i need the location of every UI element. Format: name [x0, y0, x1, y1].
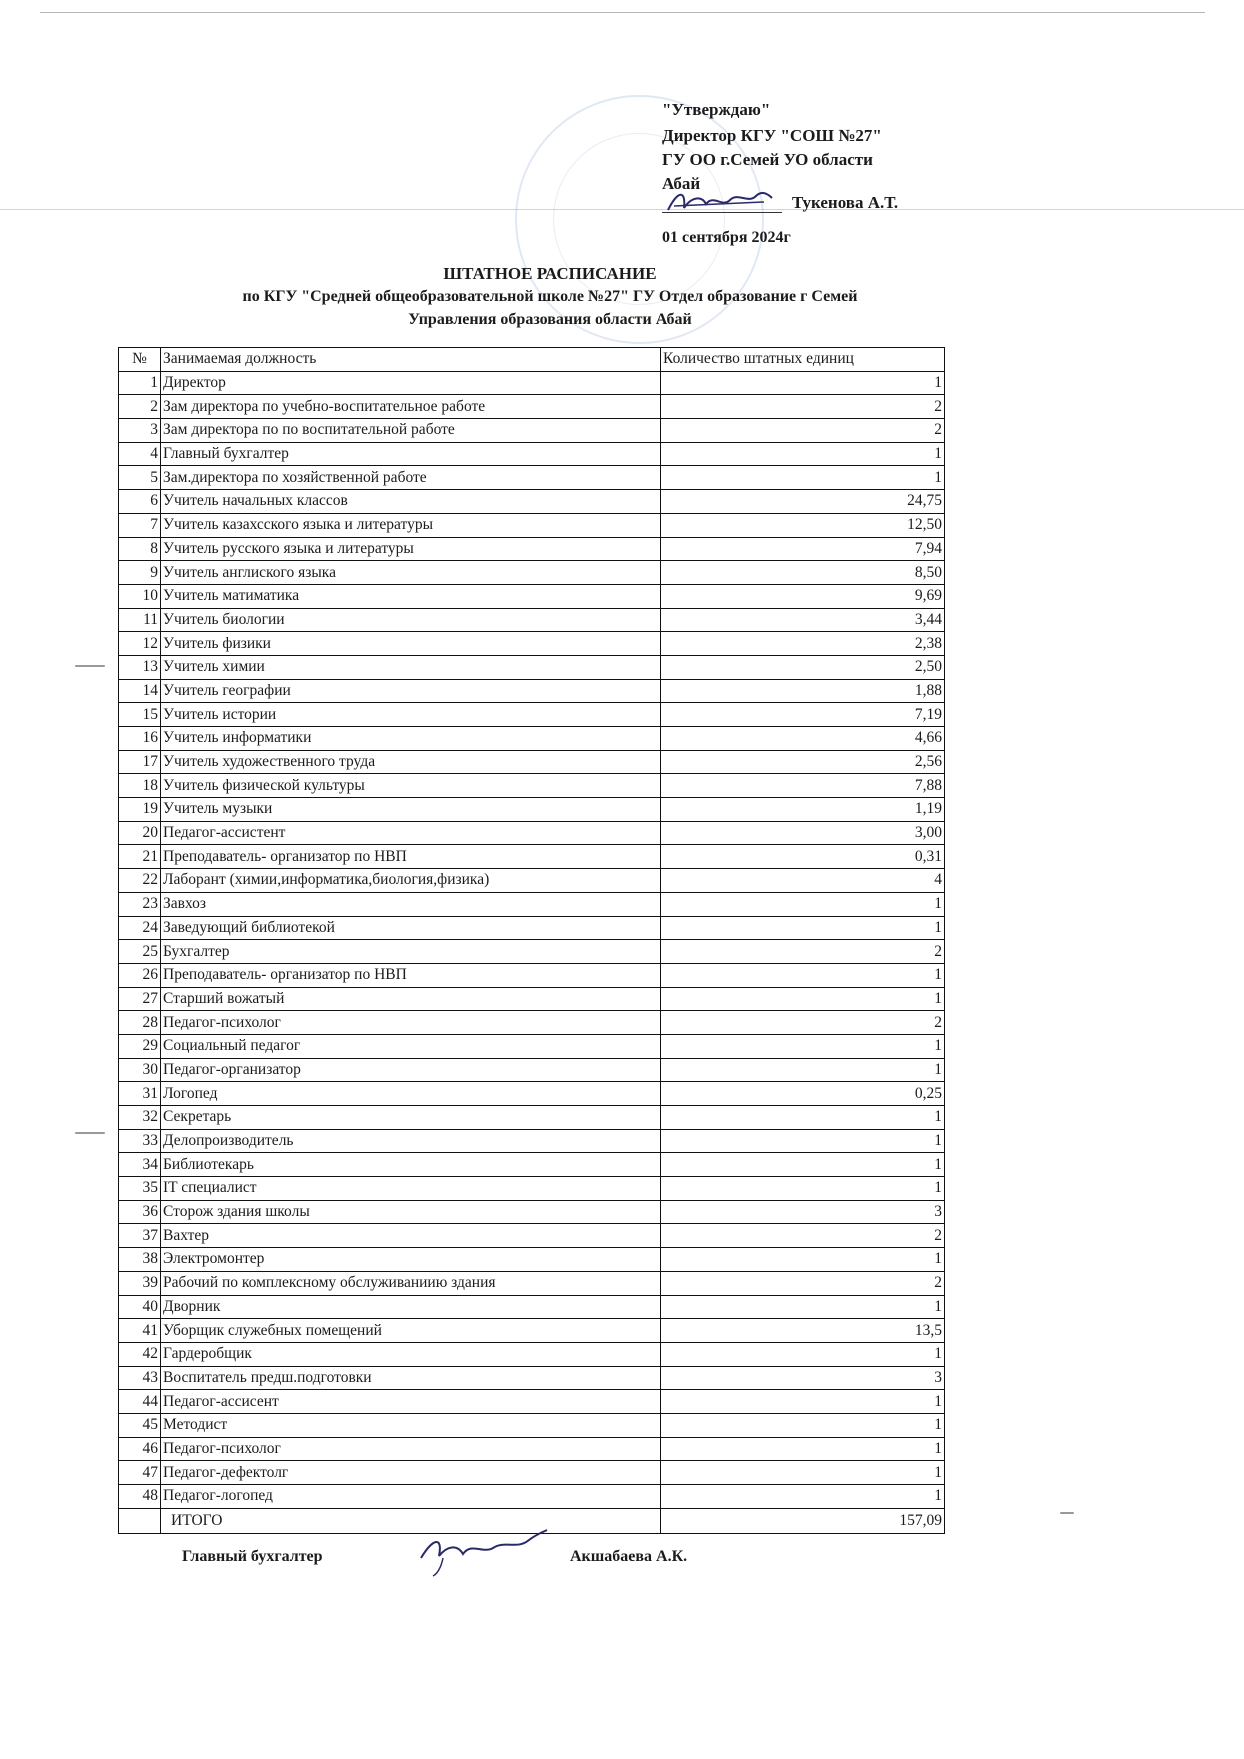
- table-row: [119, 1295, 945, 1319]
- row-number-cell: 43: [119, 1366, 161, 1390]
- row-position-cell: Учитель художественного труда: [161, 750, 661, 774]
- row-quantity-cell: 1: [661, 371, 945, 395]
- table-row: [119, 1129, 945, 1153]
- row-quantity-cell: 1: [661, 963, 945, 987]
- table-row: [119, 821, 945, 845]
- row-position-cell: IT специалист: [161, 1177, 661, 1201]
- row-position-cell: Педагог-психолог: [161, 1011, 661, 1035]
- row-position-cell: Методист: [161, 1413, 661, 1437]
- row-number-cell: 47: [119, 1461, 161, 1485]
- row-quantity-cell: 1: [661, 1390, 945, 1414]
- row-position-cell: Социальный педагог: [161, 1034, 661, 1058]
- table-row: [119, 1200, 945, 1224]
- table-row: [119, 1153, 945, 1177]
- row-quantity-cell: 7,94: [661, 537, 945, 561]
- approval-line-2: ГУ ОО г.Семей УО области: [662, 150, 873, 169]
- table-row: [119, 1177, 945, 1201]
- row-number-cell: 20: [119, 821, 161, 845]
- row-number-cell: 46: [119, 1437, 161, 1461]
- row-position-cell: Воспитатель предш.подготовки: [161, 1366, 661, 1390]
- table-row: [119, 632, 945, 656]
- table-row: [119, 490, 945, 514]
- row-number-cell: 2: [119, 395, 161, 419]
- total-label: ИТОГО: [161, 1508, 661, 1533]
- row-quantity-cell: 3,00: [661, 821, 945, 845]
- row-position-cell: Учитель истории: [161, 703, 661, 727]
- row-number-cell: 36: [119, 1200, 161, 1224]
- row-position-cell: Секретарь: [161, 1106, 661, 1130]
- row-number-cell: 31: [119, 1082, 161, 1106]
- total-quantity: 157,09: [661, 1508, 945, 1533]
- chief-accountant-name: Акшабаева А.К.: [570, 1548, 688, 1565]
- row-quantity-cell: 1: [661, 1058, 945, 1082]
- row-quantity-cell: 1: [661, 1248, 945, 1272]
- row-quantity-cell: 2,56: [661, 750, 945, 774]
- row-position-cell: Учитель казахсского языка и литературы: [161, 513, 661, 537]
- table-row: [119, 703, 945, 727]
- table-row: [119, 442, 945, 466]
- row-number-cell: 17: [119, 750, 161, 774]
- row-position-cell: Логопед: [161, 1082, 661, 1106]
- row-quantity-cell: 12,50: [661, 513, 945, 537]
- staff-table: [118, 347, 945, 1534]
- table-row: [119, 679, 945, 703]
- table-row: [119, 916, 945, 940]
- row-position-cell: Завхоз: [161, 892, 661, 916]
- table-row: [119, 1485, 945, 1509]
- row-position-cell: Педагог-психолог: [161, 1437, 661, 1461]
- table-header-row: [119, 348, 945, 372]
- table-row: [119, 1271, 945, 1295]
- scan-mark: [75, 1132, 105, 1134]
- row-position-cell: Делопроизводитель: [161, 1129, 661, 1153]
- row-position-cell: Старший вожатый: [161, 987, 661, 1011]
- row-quantity-cell: 1: [661, 442, 945, 466]
- row-number-cell: 45: [119, 1413, 161, 1437]
- row-position-cell: Педагог-ассистент: [161, 821, 661, 845]
- row-position-cell: Педагог-организатор: [161, 1058, 661, 1082]
- row-number-cell: 38: [119, 1248, 161, 1272]
- table-row: [119, 584, 945, 608]
- table-row: [119, 561, 945, 585]
- row-quantity-cell: 1: [661, 466, 945, 490]
- row-quantity-cell: 24,75: [661, 490, 945, 514]
- director-name: Тукенова А.Т.: [792, 193, 899, 212]
- approval-line-3: Абай: [662, 174, 701, 193]
- table-row: [119, 774, 945, 798]
- scan-border-line: [40, 12, 1205, 13]
- row-position-cell: Электромонтер: [161, 1248, 661, 1272]
- table-row: [119, 798, 945, 822]
- row-number-cell: 34: [119, 1153, 161, 1177]
- row-quantity-cell: 3: [661, 1366, 945, 1390]
- table-row: [119, 869, 945, 893]
- row-number-cell: 19: [119, 798, 161, 822]
- row-quantity-cell: 0,25: [661, 1082, 945, 1106]
- row-number-cell: 15: [119, 703, 161, 727]
- row-position-cell: Главный бухгалтер: [161, 442, 661, 466]
- row-quantity-cell: 3: [661, 1200, 945, 1224]
- table-row: [119, 1437, 945, 1461]
- row-number-cell: 25: [119, 940, 161, 964]
- row-number-cell: 40: [119, 1295, 161, 1319]
- table-row: [119, 750, 945, 774]
- row-quantity-cell: 4: [661, 869, 945, 893]
- row-quantity-cell: 1: [661, 1129, 945, 1153]
- accountant-signature: [413, 1528, 553, 1578]
- row-quantity-cell: 1,88: [661, 679, 945, 703]
- row-position-cell: Учитель начальных классов: [161, 490, 661, 514]
- row-quantity-cell: 1,19: [661, 798, 945, 822]
- approval-line-1: Директор КГУ "СОШ №27": [662, 126, 882, 145]
- row-position-cell: Вахтер: [161, 1224, 661, 1248]
- row-quantity-cell: 2: [661, 419, 945, 443]
- document-subtitle-2: Управления образования области Абай: [408, 311, 692, 328]
- table-row: [119, 1390, 945, 1414]
- row-position-cell: Учитель химии: [161, 655, 661, 679]
- row-quantity-cell: 8,50: [661, 561, 945, 585]
- row-number-cell: 5: [119, 466, 161, 490]
- row-quantity-cell: 1: [661, 1413, 945, 1437]
- chief-accountant-label: Главный бухгалтер: [182, 1548, 323, 1565]
- row-quantity-cell: 9,69: [661, 584, 945, 608]
- header-position: Занимаемая должность: [161, 348, 661, 372]
- table-row: [119, 1248, 945, 1272]
- row-quantity-cell: 13,5: [661, 1319, 945, 1343]
- row-position-cell: Преподаватель- организатор по НВП: [161, 963, 661, 987]
- table-row: [119, 845, 945, 869]
- row-number-cell: 10: [119, 584, 161, 608]
- table-row: [119, 1319, 945, 1343]
- row-position-cell: Директор: [161, 371, 661, 395]
- row-quantity-cell: 2: [661, 940, 945, 964]
- table-row: [119, 1366, 945, 1390]
- table-row: [119, 1461, 945, 1485]
- row-quantity-cell: 1: [661, 1437, 945, 1461]
- approval-heading: "Утверждаю": [662, 100, 771, 119]
- row-quantity-cell: 7,88: [661, 774, 945, 798]
- row-number-cell: 23: [119, 892, 161, 916]
- row-position-cell: Учитель физики: [161, 632, 661, 656]
- table-row: [119, 608, 945, 632]
- row-position-cell: Сторож здания школы: [161, 1200, 661, 1224]
- row-position-cell: Зам.директора по хозяйственной работе: [161, 466, 661, 490]
- row-position-cell: Учитель музыки: [161, 798, 661, 822]
- row-number-cell: 16: [119, 727, 161, 751]
- row-quantity-cell: 1: [661, 1342, 945, 1366]
- document-subtitle: по КГУ "Средней общеобразовательной школе №27" ГУ Отдел образование г Семей: [242, 288, 858, 305]
- row-position-cell: Заведующий библиотекой: [161, 916, 661, 940]
- row-quantity-cell: 1: [661, 1295, 945, 1319]
- row-position-cell: Учитель физической культуры: [161, 774, 661, 798]
- row-quantity-cell: 1: [661, 892, 945, 916]
- row-quantity-cell: 2: [661, 1271, 945, 1295]
- row-position-cell: Уборщик служебных помещений: [161, 1319, 661, 1343]
- row-number-cell: 1: [119, 371, 161, 395]
- table-row: [119, 963, 945, 987]
- row-quantity-cell: 0,31: [661, 845, 945, 869]
- row-number-cell: 35: [119, 1177, 161, 1201]
- header-quantity: Количество штатных единиц: [661, 348, 945, 372]
- row-quantity-cell: 1: [661, 1153, 945, 1177]
- row-quantity-cell: 1: [661, 916, 945, 940]
- table-row: [119, 1082, 945, 1106]
- row-position-cell: Зам директора по по воспитательной работе: [161, 419, 661, 443]
- row-position-cell: Лаборант (химии,информатика,биология,физика): [161, 869, 661, 893]
- row-quantity-cell: 2,50: [661, 655, 945, 679]
- signature-underline: [662, 212, 782, 213]
- row-position-cell: Бухгалтер: [161, 940, 661, 964]
- table-row: [119, 940, 945, 964]
- header-number: №: [119, 348, 161, 372]
- row-quantity-cell: 1: [661, 1034, 945, 1058]
- approval-block: [662, 97, 882, 197]
- row-position-cell: Учитель биологии: [161, 608, 661, 632]
- row-number-cell: 48: [119, 1485, 161, 1509]
- table-row: [119, 1224, 945, 1248]
- row-number-cell: 42: [119, 1342, 161, 1366]
- table-row: [119, 655, 945, 679]
- row-position-cell: Дворник: [161, 1295, 661, 1319]
- table-row: [119, 1106, 945, 1130]
- scan-mark: [75, 665, 105, 667]
- row-number-cell: 24: [119, 916, 161, 940]
- row-number-cell: 21: [119, 845, 161, 869]
- row-position-cell: Педагог-дефектолг: [161, 1461, 661, 1485]
- row-number-cell: 41: [119, 1319, 161, 1343]
- row-quantity-cell: 1: [661, 1485, 945, 1509]
- row-number-cell: 9: [119, 561, 161, 585]
- table-row: [119, 1058, 945, 1082]
- row-number-cell: 8: [119, 537, 161, 561]
- document-title: ШТАТНОЕ РАСПИСАНИЕ: [443, 264, 657, 283]
- row-number-cell: 18: [119, 774, 161, 798]
- row-position-cell: Гардеробщик: [161, 1342, 661, 1366]
- row-number-cell: 29: [119, 1034, 161, 1058]
- row-number-cell: 22: [119, 869, 161, 893]
- table-row: [119, 987, 945, 1011]
- row-quantity-cell: 1: [661, 1177, 945, 1201]
- scan-mark: [1060, 1512, 1074, 1514]
- row-number-cell: 26: [119, 963, 161, 987]
- row-number-cell: 14: [119, 679, 161, 703]
- row-quantity-cell: 2,38: [661, 632, 945, 656]
- row-position-cell: Рабочий по комплексному обслуживаниию здания: [161, 1271, 661, 1295]
- row-number-cell: 3: [119, 419, 161, 443]
- row-quantity-cell: 1: [661, 987, 945, 1011]
- row-number-cell: 27: [119, 987, 161, 1011]
- table-row: [119, 1342, 945, 1366]
- row-quantity-cell: 7,19: [661, 703, 945, 727]
- row-number-cell: 6: [119, 490, 161, 514]
- row-quantity-cell: 2: [661, 1224, 945, 1248]
- table-row: [119, 1034, 945, 1058]
- table-row: [119, 371, 945, 395]
- table-row: [119, 466, 945, 490]
- table-row: [119, 727, 945, 751]
- row-quantity-cell: 3,44: [661, 608, 945, 632]
- table-row: [119, 513, 945, 537]
- row-number-cell: 4: [119, 442, 161, 466]
- row-number-cell: 28: [119, 1011, 161, 1035]
- row-position-cell: Учитель русского языка и литературы: [161, 537, 661, 561]
- row-number-cell: 44: [119, 1390, 161, 1414]
- table-row: [119, 537, 945, 561]
- row-number-cell: 30: [119, 1058, 161, 1082]
- row-quantity-cell: 4,66: [661, 727, 945, 751]
- row-number-cell: 33: [119, 1129, 161, 1153]
- row-position-cell: Зам директора по учебно-воспитательное работе: [161, 395, 661, 419]
- table-row: [119, 1011, 945, 1035]
- row-number-cell: 7: [119, 513, 161, 537]
- row-position-cell: Учитель англиского языка: [161, 561, 661, 585]
- row-position-cell: Учитель матиматика: [161, 584, 661, 608]
- table-row: [119, 1413, 945, 1437]
- row-position-cell: Учитель информатики: [161, 727, 661, 751]
- row-number-cell: 13: [119, 655, 161, 679]
- row-number-cell: 11: [119, 608, 161, 632]
- row-number-cell: 39: [119, 1271, 161, 1295]
- approval-date: 01 сентября 2024г: [662, 229, 791, 246]
- row-position-cell: Педагог-ассисент: [161, 1390, 661, 1414]
- row-position-cell: Учитель географии: [161, 679, 661, 703]
- row-quantity-cell: 1: [661, 1461, 945, 1485]
- row-quantity-cell: 2: [661, 395, 945, 419]
- row-quantity-cell: 2: [661, 1011, 945, 1035]
- row-number-cell: 37: [119, 1224, 161, 1248]
- table-row: [119, 892, 945, 916]
- row-number-cell: 12: [119, 632, 161, 656]
- table-row: [119, 395, 945, 419]
- row-position-cell: Преподаватель- организатор по НВП: [161, 845, 661, 869]
- table-row: [119, 419, 945, 443]
- row-number-cell: 32: [119, 1106, 161, 1130]
- total-number-cell: [119, 1508, 161, 1533]
- row-position-cell: Библиотекарь: [161, 1153, 661, 1177]
- row-position-cell: Педагог-логопед: [161, 1485, 661, 1509]
- row-quantity-cell: 1: [661, 1106, 945, 1130]
